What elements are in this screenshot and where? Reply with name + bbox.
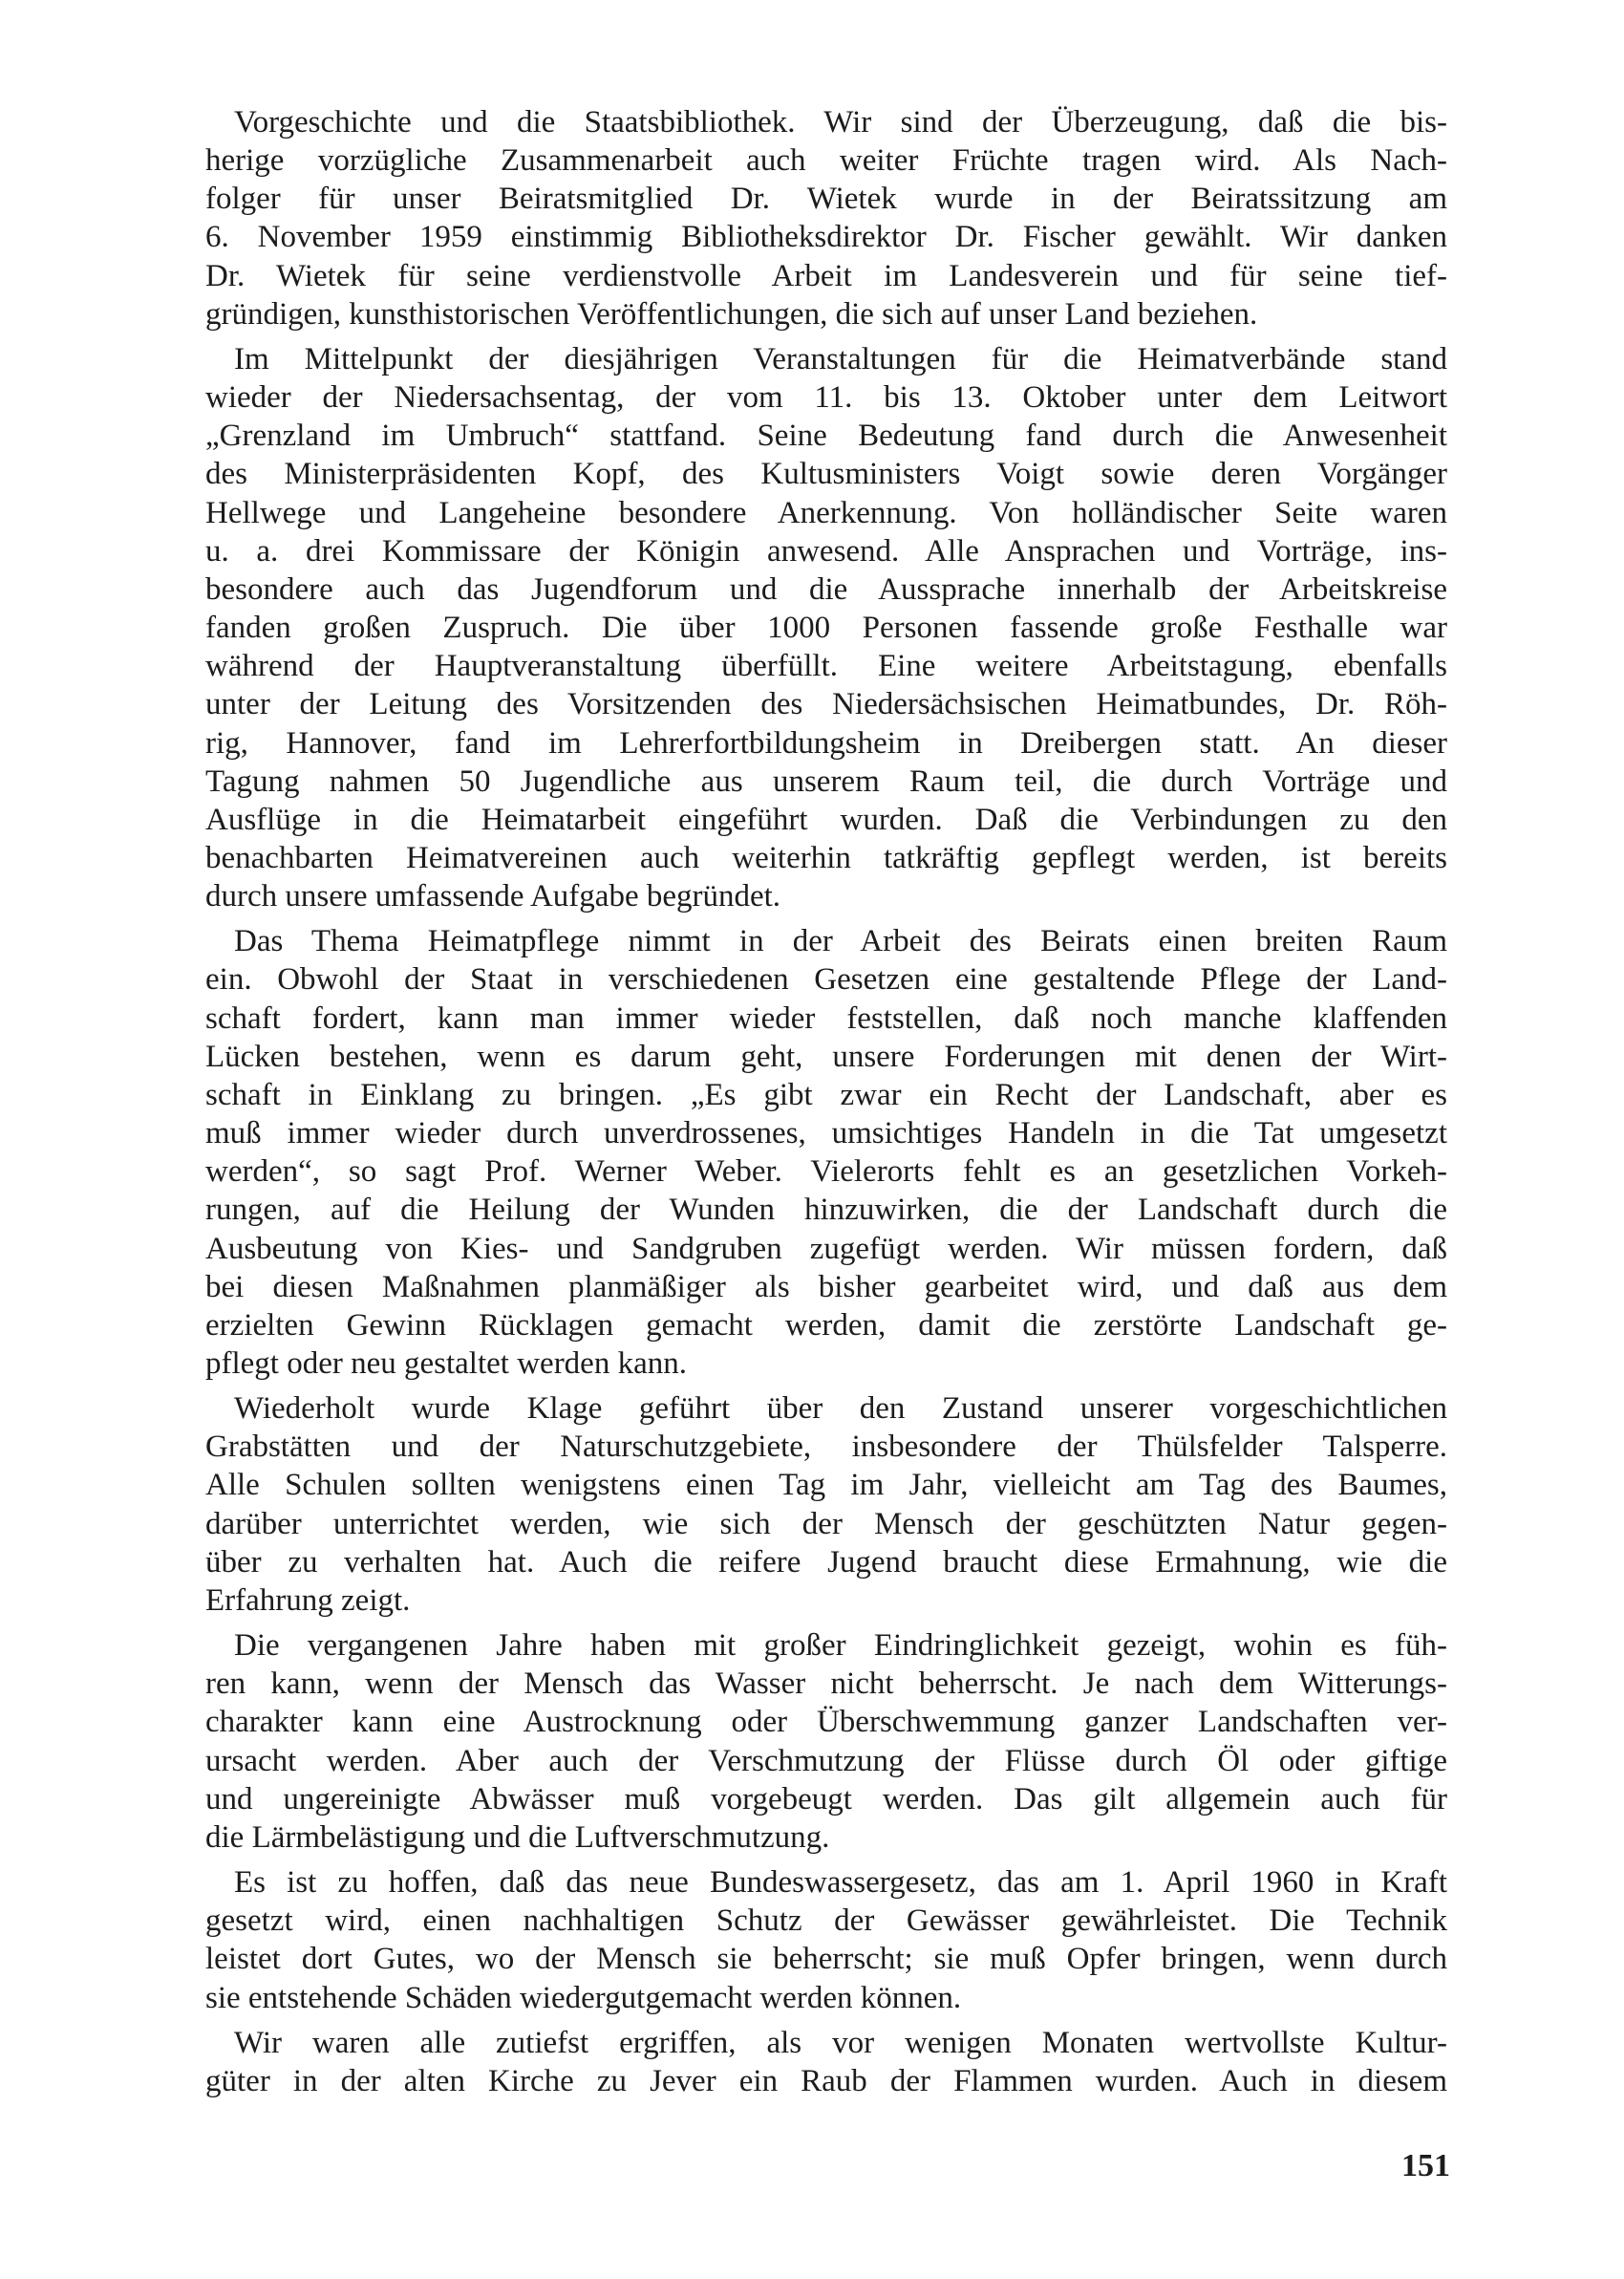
text-line: erzielten Gewinn Rücklagen gemacht werden, damit die zerstörte Landschaft ge- xyxy=(205,1307,1447,1343)
text-line: wieder der Niedersachsentag, der vom 11. bis 13. Oktober unter dem Leitwort xyxy=(205,380,1447,416)
text-line: während der Hauptveranstaltung überfüllt. Eine weitere Arbeitstagung, ebenfalls xyxy=(205,649,1447,684)
text-line: fanden großen Zuspruch. Die über 1000 Personen fassende große Festhalle war xyxy=(205,611,1447,646)
text-line: gründigen, kunsthistorischen Veröffentlichungen, die sich auf unser Land beziehen. xyxy=(205,296,1258,332)
text-line: rungen, auf die Heilung der Wunden hinzuwirken, die der Landschaft durch die xyxy=(205,1193,1447,1228)
text-line: durch unsere umfassende Aufgabe begründet. xyxy=(205,879,781,914)
text-line: über zu verhalten hat. Auch die reifere Jugend braucht diese Ermahnung, wie die xyxy=(205,1544,1447,1580)
paragraph xyxy=(205,103,1447,333)
text-line: herige vorzügliche Zusammenarbeit auch weiter Früchte tragen wird. Als Nach- xyxy=(205,143,1447,179)
text-line: Erfahrung zeigt. xyxy=(205,1582,411,1618)
page-number: 151 xyxy=(1401,2148,1450,2183)
text-line: besondere auch das Jugendforum und die Aussprache innerhalb der Arbeitskreise xyxy=(205,571,1447,607)
text-line: Ausflüge in die Heimatarbeit eingeführt wurden. Daß die Verbindungen zu den xyxy=(205,802,1447,837)
text-line: unter der Leitung des Vorsitzenden des Niedersächsischen Heimatbundes, Dr. Röh- xyxy=(205,687,1447,722)
paragraph xyxy=(205,2024,1447,2100)
text-line: ursacht werden. Aber auch der Verschmutzung der Flüsse durch Öl oder giftige xyxy=(205,1743,1447,1778)
text-line: des Ministerpräsidenten Kopf, des Kultusministers Voigt sowie deren Vorgänger xyxy=(205,457,1447,492)
text-line: Wiederholt wurde Klage geführt über den Zustand unserer vorgeschichtlichen xyxy=(234,1391,1447,1427)
text-line: Lücken bestehen, wenn es darum geht, unsere Forderungen mit denen der Wirt- xyxy=(205,1039,1447,1074)
text-line: Es ist zu hoffen, daß das neue Bundeswassergesetz, das am 1. April 1960 in Kraft xyxy=(234,1865,1447,1901)
text-line: Dr. Wietek für seine verdienstvolle Arbeit im Landesverein und für seine tief- xyxy=(205,258,1447,293)
text-line: Tagung nahmen 50 Jugendliche aus unserem Raum teil, die durch Vorträge und xyxy=(205,763,1447,799)
paragraph xyxy=(205,1863,1447,2017)
text-line: gesetzt wird, einen nachhaltigen Schutz der Gewässer gewährleistet. Die Technik xyxy=(205,1903,1447,1939)
body-text xyxy=(205,103,1447,2107)
text-line: folger für unser Beiratsmitglied Dr. Wietek wurde in der Beiratssitzung am xyxy=(205,182,1447,217)
text-line: 6. November 1959 einstimmig Bibliotheksdirektor Dr. Fischer gewählt. Wir danken xyxy=(205,220,1447,255)
paragraph xyxy=(205,340,1447,915)
text-line: ein. Obwohl der Staat in verschiedenen Gesetzen eine gestaltende Pflege der Land- xyxy=(205,962,1447,998)
text-line: Vorgeschichte und die Staatsbibliothek. Wir sind der Überzeugung, daß die bis- xyxy=(234,105,1447,140)
paragraph xyxy=(205,1626,1447,1857)
text-line: Das Thema Heimatpflege nimmt in der Arbeit des Beirats einen breiten Raum xyxy=(234,924,1447,959)
text-line: Wir waren alle zutiefst ergriffen, als vor wenigen Monaten wertvollste Kultur- xyxy=(234,2025,1447,2060)
text-line: ren kann, wenn der Mensch das Wasser nicht beherrscht. Je nach dem Witterungs- xyxy=(205,1666,1447,1702)
text-line: schaft in Einklang zu bringen. „Es gibt zwar ein Recht der Landschaft, aber es xyxy=(205,1077,1447,1112)
text-line: bei diesen Maßnahmen planmäßiger als bisher gearbeitet wird, und daß aus dem xyxy=(205,1269,1447,1304)
text-line: Im Mittelpunkt der diesjährigen Veranstaltungen für die Heimatverbände stand xyxy=(234,341,1447,376)
text-line: Grabstätten und der Naturschutzgebiete, insbesondere der Thülsfelder Talsperre. xyxy=(205,1430,1447,1465)
text-line: leistet dort Gutes, wo der Mensch sie beherrscht; sie muß Opfer bringen, wenn durch xyxy=(205,1942,1447,1977)
text-line: darüber unterrichtet werden, wie sich der Mensch der geschützten Natur gegen- xyxy=(205,1506,1447,1541)
text-line: charakter kann eine Austrocknung oder Überschwemmung ganzer Landschaften ver- xyxy=(205,1705,1447,1740)
text-line: schaft fordert, kann man immer wieder feststellen, daß noch manche klaffenden xyxy=(205,1000,1447,1036)
text-line: u. a. drei Kommissare der Königin anwesend. Alle Ansprachen und Vorträge, ins- xyxy=(205,533,1447,569)
text-line: die Lärmbelästigung und die Luftverschmutzung. xyxy=(205,1819,830,1855)
text-line: Die vergangenen Jahre haben mit großer Eindringlichkeit gezeigt, wohin es füh- xyxy=(234,1628,1447,1664)
text-line: Ausbeutung von Kies- und Sandgruben zugefügt werden. Wir müssen fordern, daß xyxy=(205,1231,1447,1266)
paragraph xyxy=(205,1389,1447,1620)
text-line: werden“, so sagt Prof. Werner Weber. Vielerorts fehlt es an gesetzlichen Vorkeh- xyxy=(205,1154,1447,1190)
paragraph xyxy=(205,922,1447,1383)
text-line: muß immer wieder durch unverdrossenes, umsichtiges Handeln in die Tat umgesetzt xyxy=(205,1116,1447,1151)
text-line: „Grenzland im Umbruch“ stattfand. Seine Bedeutung fand durch die Anwesenheit xyxy=(205,419,1447,454)
text-line: Alle Schulen sollten wenigstens einen Tag im Jahr, vielleicht am Tag des Baumes, xyxy=(205,1468,1447,1503)
text-line: Hellwege und Langeheine besondere Anerkennung. Von holländischer Seite waren xyxy=(205,495,1447,530)
text-line: pflegt oder neu gestaltet werden kann. xyxy=(205,1346,687,1381)
text-line: und ungereinigte Abwässer muß vorgebeugt werden. Das gilt allgemein auch für xyxy=(205,1781,1447,1817)
text-line: güter in der alten Kirche zu Jever ein Raub der Flammen wurden. Auch in diesem xyxy=(205,2063,1447,2098)
text-line: rig, Hannover, fand im Lehrerfortbildungsheim in Dreibergen statt. An dieser xyxy=(205,725,1447,761)
text-line: benachbarten Heimatvereinen auch weiterhin tatkräftig gepflegt werden, ist bereits xyxy=(205,840,1447,875)
text-line: sie entstehende Schäden wiedergutgemacht werden können. xyxy=(205,1980,962,2015)
